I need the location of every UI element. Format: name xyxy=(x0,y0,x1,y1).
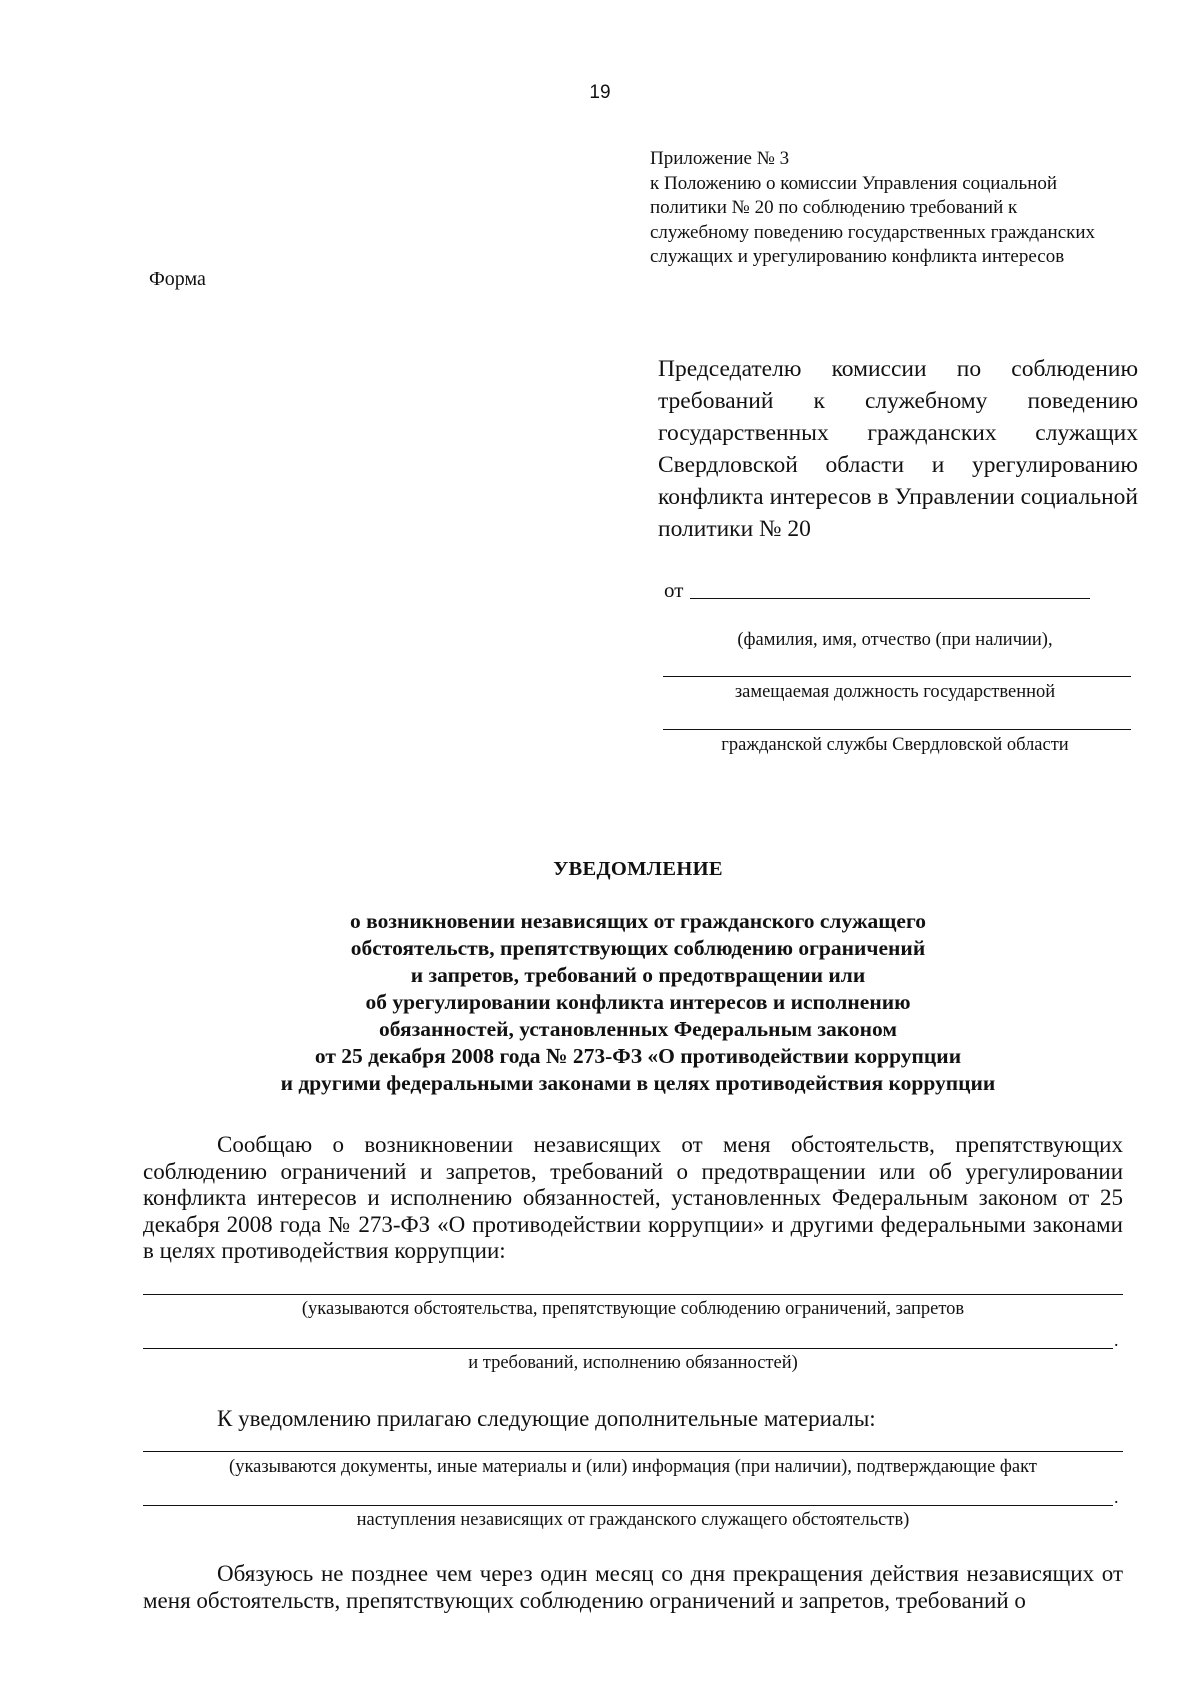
subtitle-line: и другими федеральными законами в целях противодействия коррупции xyxy=(280,1071,996,1095)
from-caption-service: гражданской службы Свердловской области xyxy=(721,735,1069,755)
appendix-line: Приложение № 3 xyxy=(650,148,790,169)
circumstances-field[interactable] xyxy=(143,1294,1123,1295)
subtitle-line: об урегулировании конфликта интересов и исполнению xyxy=(365,990,911,1014)
appendix-line: служащих и урегулированию конфликта интересов xyxy=(650,246,1065,267)
subtitle-line: и запретов, требований о предотвращении или xyxy=(410,963,866,987)
body-paragraph-1: Сообщаю о возникновении независящих от меня обстоятельств, препятствующих соблюдению ограничений и запретов, требований о предотвращении или об урегулировании конфликта интересов и исполнению обязанностей, установленных Федеральным законом от 25 декабря 2008 года № 273-ФЗ «О противодействии коррупции» и другими федеральными законами в целях противодействия коррупции: xyxy=(143,1132,1123,1263)
document-subtitle xyxy=(0,908,1200,1097)
circumstances-caption-2: и требований, исполнению обязанностей) xyxy=(468,1353,798,1373)
from-label: от xyxy=(664,578,684,602)
materials-field[interactable] xyxy=(143,1451,1123,1452)
appendix-line: политики № 20 по соблюдению требований к xyxy=(650,197,1018,218)
body-paragraph-2: К уведомлению прилагаю следующие дополнительные материалы: xyxy=(217,1406,876,1431)
circumstances-caption: (указываются обстоятельства, препятствующие соблюдению ограничений, запретов xyxy=(301,1299,965,1319)
page-number: 19 xyxy=(589,82,611,103)
appendix-line: к Положению о комиссии Управления социальной xyxy=(650,172,1058,194)
appendix-block xyxy=(650,147,1170,270)
form-label: Форма xyxy=(149,268,206,290)
from-caption-position: замещаемая должность государственной xyxy=(734,682,1056,702)
from-caption-name: (фамилия, имя, отчество (при наличии), xyxy=(737,630,1053,650)
line-end-dot: . xyxy=(1114,1330,1119,1350)
addressee-block: Председателю комиссии по соблюдению требований к служебному поведению государственных гражданских служащих Свердловской области и урегулированию конфликта интересов в Управлении социальной политики № 20 xyxy=(658,356,1138,542)
subtitle-line: обстоятельств, препятствующих соблюдению ограничений xyxy=(350,936,926,960)
body-paragraph-3: Обязуюсь не позднее чем через один месяц со дня прекращения действия независящих от меня обстоятельств, препятствующих соблюдению ограничений и запретов, требований о xyxy=(143,1561,1123,1613)
from-service-field[interactable] xyxy=(663,729,1131,730)
appendix-line: служебному поведению государственных гражданских xyxy=(650,221,1096,243)
materials-caption: (указываются документы, иные материалы и (или) информация (при наличии), подтверждающие факт xyxy=(229,1457,1037,1477)
subtitle-line: о возникновении независящих от гражданского служащего xyxy=(350,909,926,933)
document-title: УВЕДОМЛЕНИЕ xyxy=(553,858,723,880)
line-end-dot: . xyxy=(1114,1487,1119,1507)
materials-caption-2: наступления независящих от гражданского служащего обстоятельств) xyxy=(356,1510,910,1530)
materials-field-2[interactable] xyxy=(143,1505,1113,1506)
from-name-field[interactable] xyxy=(690,598,1090,599)
from-position-field[interactable] xyxy=(663,676,1131,677)
circumstances-field-2[interactable] xyxy=(143,1348,1113,1349)
subtitle-line: от 25 декабря 2008 года № 273-ФЗ «О противодействии коррупции xyxy=(314,1044,962,1068)
subtitle-line: обязанностей, установленных Федеральным законом xyxy=(378,1017,897,1041)
